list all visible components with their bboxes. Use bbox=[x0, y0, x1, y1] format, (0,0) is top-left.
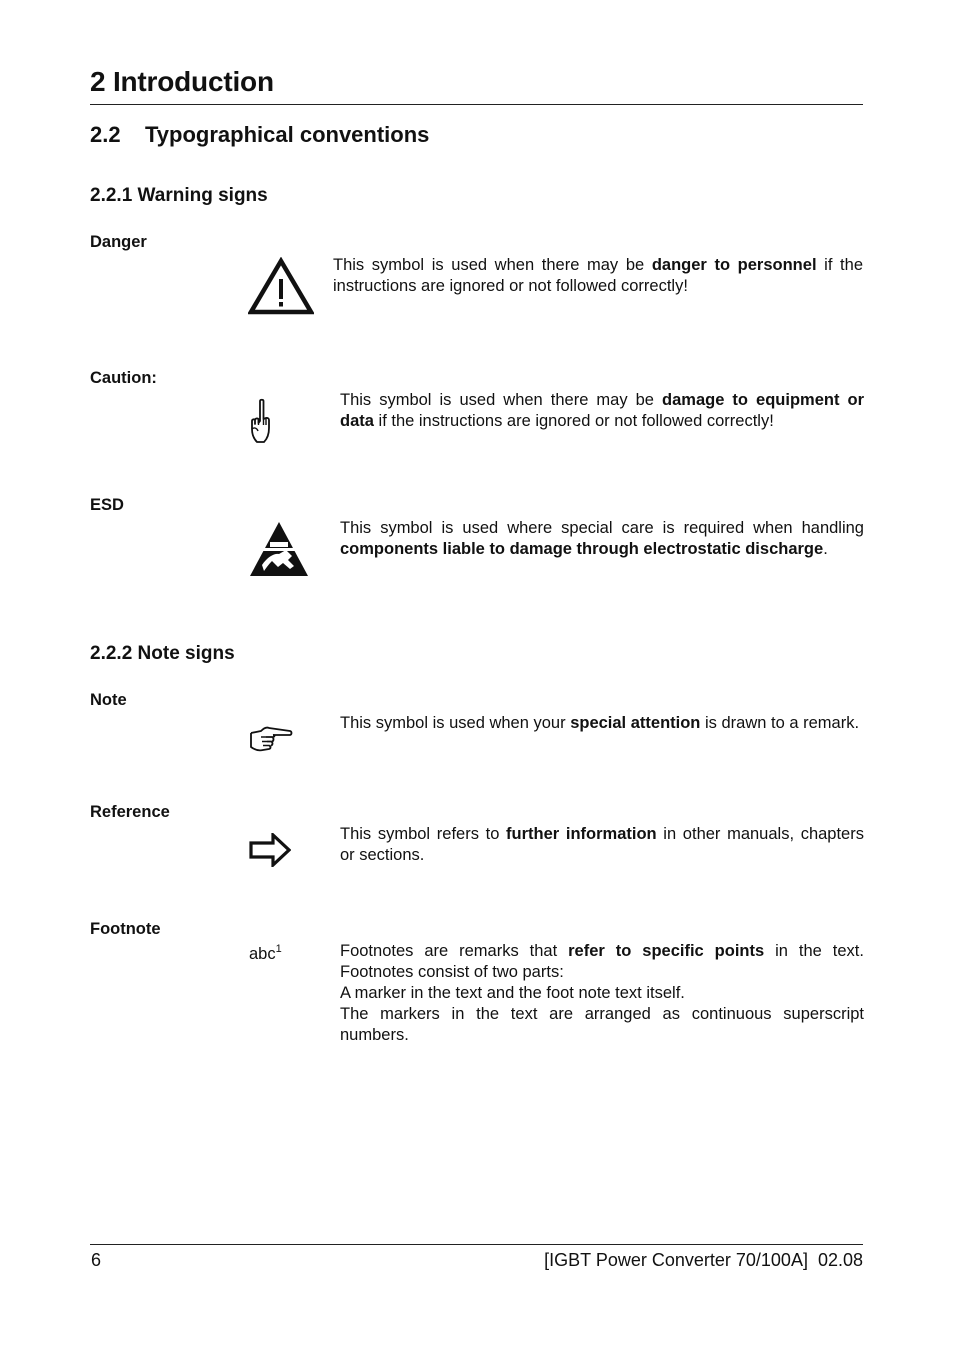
note-signs-heading: 2.2.2 Note signs bbox=[90, 643, 235, 664]
note-emphasis: special attention bbox=[570, 714, 701, 732]
header-rule bbox=[90, 104, 863, 105]
danger-description: This symbol is used when there may be danger to personnel if the instructions are ignored or not followed correctly! bbox=[333, 256, 863, 295]
footnote-line-1: Footnotes are remarks that refer to specific points in the text. Footnotes consist of two parts: bbox=[340, 942, 864, 981]
caution-emphasis: damage to equipment or data bbox=[340, 391, 864, 430]
pointing-hand-icon bbox=[249, 725, 293, 753]
reference-emphasis: further information bbox=[506, 825, 657, 843]
warning-triangle-icon bbox=[248, 257, 314, 315]
danger-label: Danger bbox=[90, 233, 147, 251]
footnote-description bbox=[340, 941, 864, 1046]
footer-rule bbox=[90, 1244, 863, 1245]
reference-label: Reference bbox=[90, 803, 170, 821]
esd-emphasis: components liable to damage through electrostatic discharge bbox=[340, 540, 824, 558]
raised-hand-icon bbox=[249, 398, 275, 444]
danger-emphasis: danger to personnel bbox=[651, 256, 817, 274]
document-reference: [IGBT Power Converter 70/100A] 02.08 bbox=[544, 1250, 863, 1270]
caution-description: This symbol is used when there may be damage to equipment or data if the instructions are ignored or not followed correctly! bbox=[340, 391, 864, 430]
esd-warning-icon bbox=[248, 520, 310, 578]
reference-description: This symbol refers to further information in other manuals, chapters or sections. bbox=[340, 825, 864, 864]
outline-arrow-right-icon bbox=[249, 833, 291, 867]
chapter-title: 2 Introduction bbox=[90, 66, 274, 97]
note-description: This symbol is used when your special attention is drawn to a remark. bbox=[340, 714, 860, 732]
esd-label: ESD bbox=[90, 496, 124, 514]
esd-description: This symbol is used where special care is required when handling components liable to damage through electrostatic discharge. bbox=[340, 519, 864, 558]
footnote-label: Footnote bbox=[90, 920, 161, 938]
section-title bbox=[90, 122, 429, 148]
page-number: 6 bbox=[91, 1250, 102, 1270]
note-label: Note bbox=[90, 691, 127, 709]
footnote-line-3: The markers in the text are arranged as continuous superscript numbers. bbox=[340, 1005, 864, 1044]
warning-signs-heading: 2.2.1 Warning signs bbox=[90, 185, 268, 206]
footnote-marker-example: abc$^1$ bbox=[249, 943, 282, 963]
section-title-text: Typographical conventions bbox=[145, 122, 430, 147]
section-number: 2.2 bbox=[90, 122, 121, 147]
footnote-emphasis: refer to specific points bbox=[568, 942, 765, 960]
footnote-line-2: A marker in the text and the foot note text itself. bbox=[340, 984, 685, 1002]
footnote-superscript: 1 bbox=[275, 943, 282, 955]
caution-label: Caution: bbox=[90, 369, 157, 387]
